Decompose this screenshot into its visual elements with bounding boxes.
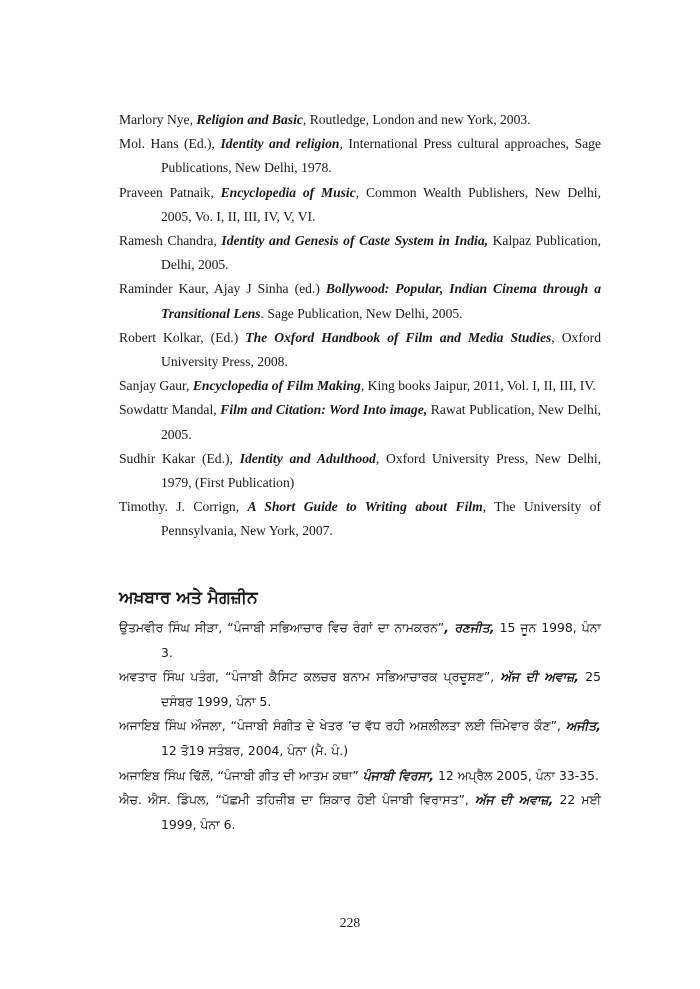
newspaper-title: ਅੱਜ ਦੀ ਅਵਾਜ਼, [474,792,554,808]
newspaper-title: ਅਜੀਤ, [565,718,601,734]
bibliography-entry: Marlory Nye, Religion and Basic, Routledge, London and new York, 2003. [119,112,531,127]
bibliography-list [119,108,601,544]
newspaper-entry: ਅਜਾਇਬ ਸਿੰਘ ਔਜਲਾ, “ਪੰਜਾਬੀ ਸੰਗੀਤ ਦੇ ਖੇਤਰ ’ਚ ਵੱਧ ਰਹੀ ਅਸ਼ਲੀਲਤਾ ਲਈ ਜ਼ਿੰਮੇਵਾਰ ਕੌਣ”, ਅਜੀਤ, 12 ਤੋ19 ਸਤੰਬਰ, 2004, ਪੰਨਾ (ਮੈ. ਪੰ.) [119,718,601,758]
bibliography-entry: Sudhir Kakar (Ed.), Identity and Adulthood, Oxford University Press, New Delhi, 1979, (First Publication) [119,450,602,491]
newspaper-title: , ਰਣਜੀਤ, [444,620,495,635]
bibliography-entry: Sanjay Gaur, Encyclopedia of Film Making, King books Jaipur, 2011, Vol. I, II, III, IV. [119,378,596,394]
bibliography-entry: Sowdattr Mandal, Film and Citation: Word Into image, Rawat Publication, New Delhi, 2005. [119,402,601,442]
newspaper-entry: ਉਤਮਵੀਰ ਸਿੰਘ ਸੀੜਾ, “ਪੰਜਾਬੀ ਸਭਿਆਚਾਰ ਵਿਚ ਰੰਗਾਂ ਦਾ ਨਾਮਕਰਨ”, ਰਣਜੀਤ, 15 ਜੂਨ 1998, ਪੰਨਾ 3. [119,620,602,660]
book-title: Bollywood: Popular, Indian Cinema through a Transitional Lens [161,281,601,321]
book-title: Encyclopedia of Film Making [192,378,361,394]
book-title: Film and Citation: Word Into image, [220,402,428,418]
newspaper-entry: ਅਜਾਇਬ ਸਿੰਘ ਢਿੱਲੋਂ, “ਪੰਜਾਬੀ ਗੀਤ ਦੀ ਆਤਮ ਕਥਾ” ਪੰਜਾਬੀ ਵਿਰਸਾ, 12 ਅਪ੍ਰੈਲ 2005, ਪੰਨਾ 33-35. [119,767,599,783]
newspaper-title: ਅੱਜ ਦੀ ਅਵਾਜ਼, [500,669,579,685]
book-title: Identity and Genesis of Caste System in India, [221,233,489,249]
bibliography-entry: Mol. Hans (Ed.), Identity and religion, International Press cultural approaches, Sage Publications, New Delhi, 1978. [119,136,601,176]
bibliography-entry: Ramesh Chandra, Identity and Genesis of Caste System in India, Kalpaz Publication, Delhi, 2005. [119,233,601,273]
newspaper-entry: ਅਵਤਾਰ ਸਿੰਘ ਪਤੰਗ, “ਪੰਜਾਬੀ ਕੈਸਿਟ ਕਲਚਰ ਬਨਾਮ ਸਭਿਆਚਾਰਕ ਪ੍ਰਦੂਸ਼ਣ”, ਅੱਜ ਦੀ ਅਵਾਜ਼, 25 ਦਸੰਬਰ 1999, ਪੰਨਾ 5. [119,669,601,709]
book-title: Encyclopedia of Music [220,184,356,200]
book-title: The Oxford Handbook of Film and Media Studies [245,329,552,345]
bibliography-entry: Raminder Kaur, Ajay J Sinha (ed.) Bollywood: Popular, Indian Cinema through a Transitional Lens. Sage Publication, New Delhi, 2005. [119,281,601,321]
bibliography-entry: Robert Kolkar, (Ed.) The Oxford Handbook of Film and Media Studies, Oxford University Press, 2008. [119,329,601,370]
book-title: Identity and religion [220,136,340,152]
newspaper-list [119,616,601,837]
book-title: A Short Guide to Writing about Film [247,499,483,515]
bibliography-entry: Praveen Patnaik, Encyclopedia of Music, Common Wealth Publishers, New Delhi, 2005, Vo. I, II, III, IV, V, VI. [119,184,601,224]
newspaper-entry: ਐਚ. ਐਸ. ਡਿੰਪਲ, “ਪੱਛਮੀ ਤਹਿਜ਼ੀਬ ਦਾ ਸ਼ਿਕਾਰ ਹੋਈ ਪੰਜਾਬੀ ਵਿਰਾਸਤ”, ਅੱਜ ਦੀ ਅਵਾਜ਼, 22 ਮਈ 1999, ਪੰਨਾ 6. [119,792,601,832]
book-title: Religion and Basic [196,112,303,127]
section-heading-newspapers-magazines: ਅਖ਼ਬਾਰ ਅਤੇ ਮੈਗਜ਼ੀਨ [119,588,258,608]
bibliography-entry: Timothy. J. Corrign, A Short Guide to Writing about Film, The University of Pennsylvania, New York, 2007. [119,499,601,539]
book-title: Identity and Adulthood [239,450,376,466]
newspaper-title: ਪੰਜਾਬੀ ਵਿਰਸਾ, [362,767,435,783]
page-number: 228 [339,915,361,930]
